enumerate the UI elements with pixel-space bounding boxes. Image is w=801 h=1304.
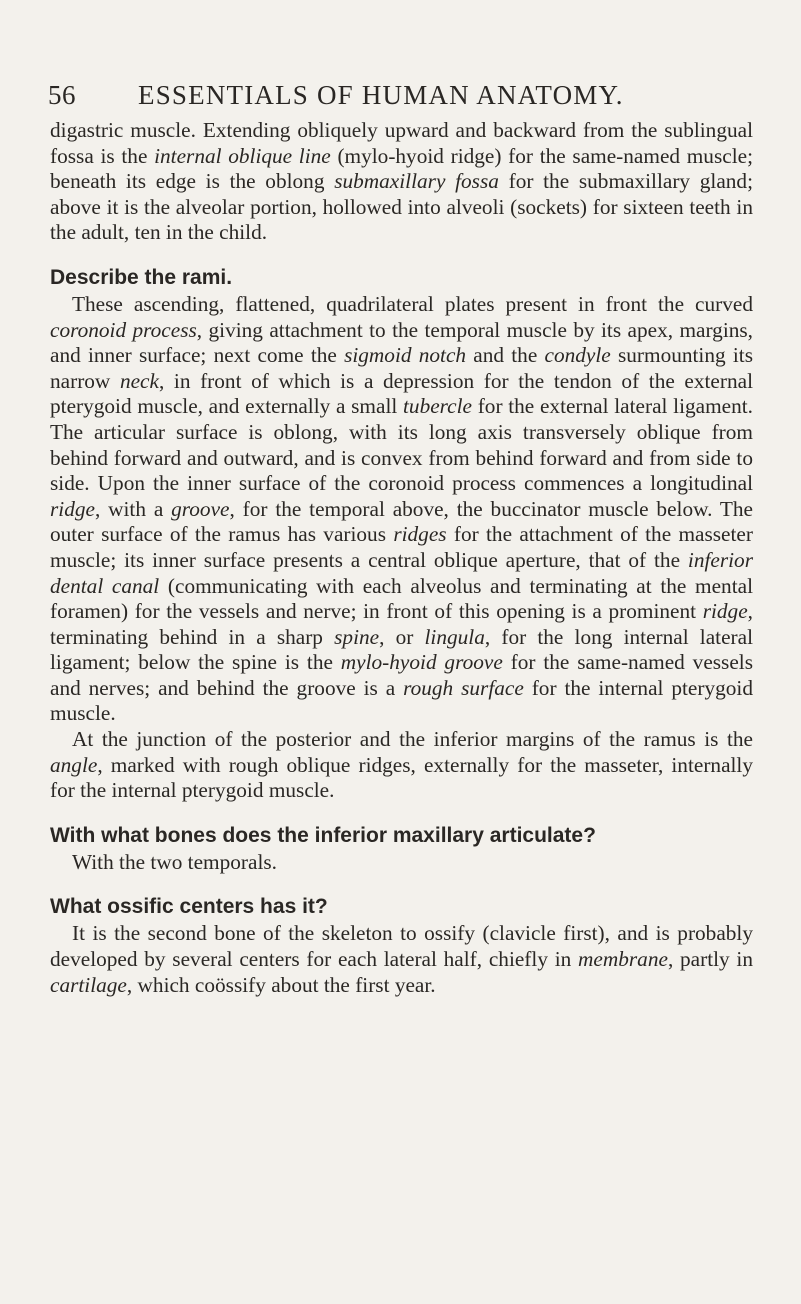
term-tubercle: tubercle bbox=[403, 394, 472, 419]
page-body bbox=[50, 118, 753, 998]
term-condyle: condyle bbox=[544, 343, 611, 368]
text-run: , or bbox=[379, 624, 425, 649]
term-ridge: ridge bbox=[50, 496, 95, 521]
text-run: , in front of which is a depression for the tendon of the external pterygoid muscle, and externally a small bbox=[50, 368, 753, 419]
text-run: digastric muscle. Extending obliquely upward and backward from the sublingual fossa is the bbox=[50, 118, 753, 168]
text-run: , giving attachment to the temporal muscle by its apex, margins, and inner surface; next come the bbox=[50, 317, 753, 368]
term-ridge: ridge bbox=[702, 599, 748, 624]
term-cartilage: cartilage bbox=[50, 972, 127, 997]
paragraph-continuation bbox=[50, 118, 753, 246]
term-internal-oblique-line: internal oblique line bbox=[154, 143, 331, 168]
term-neck: neck bbox=[119, 368, 159, 393]
text-run: for the attachment of the masseter muscle; its inner surface presents a central oblique aperture, that of the bbox=[50, 522, 753, 572]
text-run: and the bbox=[466, 343, 545, 368]
answer-paragraph: With the two temporals. bbox=[72, 849, 277, 874]
text-run: (communicating with each alveolus and terminating at the mental foramen) for the vessels and nerve; in front of this opening is a prominent bbox=[50, 573, 753, 624]
text-run: , partly in bbox=[667, 947, 753, 972]
answer-paragraph bbox=[50, 727, 753, 804]
text-run: for the submaxillary gland; above it is the alveolar portion, hollowed into alveoli (sockets) for sixteen teeth in the adult, ten in the child. bbox=[50, 169, 753, 245]
term-groove: groove bbox=[171, 496, 230, 521]
term-mylo-hyoid-groove: mylo-hyoid groove bbox=[340, 650, 503, 675]
term-submaxillary-fossa: submaxillary fossa bbox=[334, 169, 499, 194]
text-run: , for the temporal above, the buccinator muscle below. The outer surface of the ramus has various bbox=[50, 496, 753, 547]
running-head bbox=[48, 80, 753, 116]
question-heading: Describe the rami. bbox=[50, 265, 233, 289]
term-inferior-dental-canal: inferior dental canal bbox=[50, 547, 753, 598]
running-title: ESSENTIALS OF HUMAN ANATOMY. bbox=[138, 80, 624, 110]
page-number: 56 bbox=[48, 80, 76, 110]
text-run: , for the long internal lateral ligament; below the spine is the bbox=[50, 624, 753, 675]
term-angle: angle bbox=[50, 752, 98, 777]
text-run: surmounting its narrow bbox=[50, 343, 753, 393]
text-run: (mylo-hyoid ridge) for the same-named muscle; beneath its edge is the oblong bbox=[50, 143, 753, 194]
term-lingula: lingula bbox=[424, 624, 485, 649]
text-run: These ascending, flattened, quadrilateral plates present in front the curved bbox=[72, 291, 753, 316]
term-rough-surface: rough surface bbox=[403, 675, 524, 700]
term-ridges: ridges bbox=[393, 522, 447, 547]
text-run: for the same-named vessels and nerves; and behind the groove is a bbox=[50, 650, 753, 700]
term-coronoid-process: coronoid process bbox=[50, 317, 197, 342]
text-run: , which coössify about the first year. bbox=[126, 972, 436, 997]
answer-paragraph bbox=[50, 292, 753, 727]
text-run: for the external lateral ligament. The articular surface is oblong, with its long axis transversely oblique from behind forward and outward, and is convex from behind forward and from side to side. Upon the inner surface of the coronoid process commences a longitudinal bbox=[50, 394, 753, 496]
answer-paragraph bbox=[50, 921, 753, 998]
text-run: , terminating behind in a sharp bbox=[50, 599, 753, 649]
question-heading: What ossific centers has it? bbox=[50, 895, 328, 919]
term-sigmoid-notch: sigmoid notch bbox=[344, 343, 467, 368]
term-spine: spine bbox=[334, 624, 380, 649]
question-heading: With what bones does the inferior maxillary articulate? bbox=[50, 823, 596, 847]
text-run: , marked with rough oblique ridges, externally for the masseter, internally for the internal pterygoid muscle. bbox=[50, 752, 753, 803]
term-membrane: membrane bbox=[578, 947, 668, 972]
text-run: , with a bbox=[94, 496, 172, 521]
text-run: for the internal pterygoid muscle. bbox=[50, 675, 753, 726]
text-run: It is the second bone of the skeleton to ossify (clavicle first), and is probably developed by several centers for each lateral half, chiefly in bbox=[50, 921, 753, 972]
text-run: At the junction of the posterior and the inferior margins of the ramus is the bbox=[72, 727, 753, 752]
